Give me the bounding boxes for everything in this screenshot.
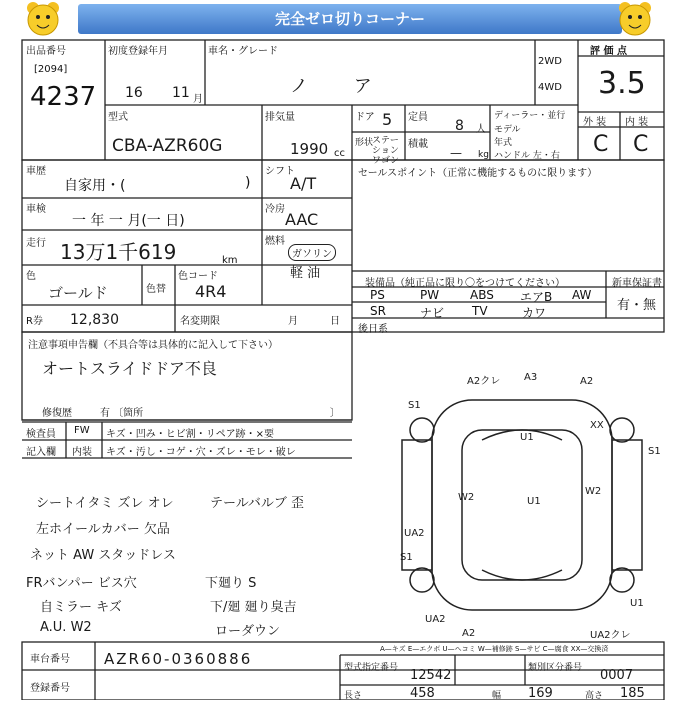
remark-left-6: A.U. W2 xyxy=(40,620,92,635)
drive-4wd[interactable]: 4WD xyxy=(538,82,562,93)
color-value: ゴールド xyxy=(48,284,108,302)
name-change-label: 名変期限 xyxy=(180,316,220,327)
doors-value: 5 xyxy=(382,110,393,129)
first-reg-label: 初度登録年月 xyxy=(108,46,168,57)
mileage-value: 13万1千619 xyxy=(60,240,177,264)
remark-left-5: 自ミラー キズ xyxy=(40,600,122,615)
mark-12: S1 xyxy=(400,552,413,563)
remark-left-1: シートイタミ ズレ オレ xyxy=(36,496,174,511)
height-label: 高さ xyxy=(585,691,604,701)
entry-label: 記入欄 xyxy=(26,447,56,458)
aftermarket-label: 後日系 xyxy=(358,324,388,335)
remark-left-3: ネット AW スタッドレス xyxy=(30,548,176,563)
fuel-diesel[interactable]: 軽 油 xyxy=(290,266,321,281)
length-label: 長さ xyxy=(344,691,363,701)
remark-right-1: テールバルブ 歪 xyxy=(210,496,304,511)
length-value: 458 xyxy=(410,686,435,701)
ext-label: 外 装 xyxy=(583,117,607,128)
mileage-label: 走行 xyxy=(26,238,46,249)
check-row2: キズ・汚し・コゲ・穴・ズレ・モレ・破レ xyxy=(106,447,296,458)
color-code-value: 4R4 xyxy=(195,282,227,301)
repair-label: 修復歴 xyxy=(42,408,72,419)
class-value: 0007 xyxy=(600,668,634,683)
drive-2wd[interactable]: 2WD xyxy=(538,56,562,67)
color-changed-label: 色替 xyxy=(146,284,166,295)
load-unit: kg xyxy=(478,150,489,160)
repair-value: 有 〔箇所 xyxy=(100,408,144,419)
displacement-unit: cc xyxy=(334,148,345,159)
inspector-label: 検査員 xyxy=(26,429,56,440)
equip-sr[interactable]: SR xyxy=(370,304,386,318)
history-value: 自家用・( xyxy=(64,178,126,194)
ext-grade: C xyxy=(593,132,609,157)
lot-number: 4237 xyxy=(30,82,97,112)
shift-label: シフト xyxy=(265,166,295,177)
rating-value: 3.5 xyxy=(598,66,646,101)
width-label: 幅 xyxy=(492,691,502,701)
ac-label: 冷房 xyxy=(265,204,285,215)
mark-13: UA2 xyxy=(425,614,446,625)
class-label: 類別区分番号 xyxy=(528,663,583,673)
handle-label: ハンドル 左・右 xyxy=(494,151,560,161)
registration-label: 登録番号 xyxy=(30,683,70,694)
check-row1-label: FW xyxy=(74,425,90,436)
type-designation-label: 型式指定番号 xyxy=(344,663,399,673)
history-label: 車歴 xyxy=(26,166,46,177)
mark-3: A2 xyxy=(580,376,594,387)
remark-right-6: ローダウン xyxy=(215,624,281,639)
model-value: CBA-AZR60G xyxy=(112,136,223,156)
equip-pw[interactable]: PW xyxy=(420,288,440,302)
fuel-gasoline[interactable]: ガソリン xyxy=(288,244,336,261)
shape-label: 形状 xyxy=(355,138,374,148)
chassis-value: AZR60-0360886 xyxy=(104,650,253,668)
rating-label: 評 価 点 xyxy=(590,46,627,57)
mark-5: S1 xyxy=(408,400,421,411)
page-title: 完全ゼロ切りコーナー xyxy=(78,4,622,34)
capacity-value: 8 xyxy=(455,118,464,134)
capacity-unit: 人 xyxy=(476,124,486,135)
car-name-value: ノ ア xyxy=(290,76,392,97)
displacement-label: 排気量 xyxy=(265,112,295,123)
recycle-value: 12,830 xyxy=(70,312,119,328)
lot-label: 出品番号 xyxy=(26,46,66,57)
recycle-label: R券 xyxy=(26,316,43,327)
equip-abs[interactable]: ABS xyxy=(470,288,494,302)
load-label: 積載 xyxy=(408,139,428,150)
inspection-label: 車検 xyxy=(26,204,46,215)
model-label: 型式 xyxy=(108,112,128,123)
shift-value: A/T xyxy=(290,174,317,193)
load-value: — xyxy=(450,146,462,160)
mark-8: W2 xyxy=(458,492,475,503)
equip-leather[interactable]: カワ xyxy=(522,306,547,320)
shape-value: ステーション ワゴン xyxy=(372,136,400,166)
check-row1: キズ・凹み・ヒビ割・リペア跡・×要 xyxy=(106,429,274,440)
remark-left-4: FRバンパー ビス穴 xyxy=(26,576,137,591)
chassis-label: 車台番号 xyxy=(30,654,70,665)
inspection-value: 一 年 一 月(一 日) xyxy=(72,213,185,229)
mark-16: UA2クレ xyxy=(590,630,631,641)
equip-airbag[interactable]: エアB xyxy=(520,290,553,304)
damage-legend: A—キズ E—エクボ U—ヘコミ W—補修跡 S—サビ C—腐食 XX—交換済 xyxy=(380,645,609,653)
mark-9: U1 xyxy=(527,496,541,507)
first-reg-month-unit: 月 xyxy=(193,94,203,105)
doors-label: ドア xyxy=(355,112,375,123)
mark-10: W2 xyxy=(585,486,602,497)
capacity-label: 定員 xyxy=(408,112,428,123)
equip-aw[interactable]: AW xyxy=(572,288,592,302)
remark-right-5: 下/廻 廻り臭吉 xyxy=(210,600,297,615)
repair-close: 〕 xyxy=(330,408,340,419)
equipment-label: 装備品（純正品に限り〇をつけてください） xyxy=(365,278,565,289)
dealer-label: ディーラー・並行 xyxy=(494,111,566,121)
width-value: 169 xyxy=(528,686,553,701)
mark-6: XX xyxy=(590,420,604,431)
int-label: 内 装 xyxy=(625,117,649,128)
mark-4: U1 xyxy=(520,432,534,443)
color-label: 色 xyxy=(26,271,36,282)
type-designation-value: 12542 xyxy=(410,668,452,683)
model-year-label: モデル xyxy=(494,125,521,135)
mark-11: UA2 xyxy=(404,528,425,539)
height-value: 185 xyxy=(620,686,645,701)
warranty-value[interactable]: 有・無 xyxy=(617,298,657,313)
check-row2-label: 内装 xyxy=(72,447,92,458)
equip-navi[interactable]: ナビ xyxy=(420,306,445,320)
mileage-unit: km xyxy=(222,255,238,266)
mark-1: A2クレ xyxy=(467,376,501,387)
remark-right-4: 下廻り S xyxy=(205,576,257,591)
equip-ps[interactable]: PS xyxy=(370,288,385,302)
mark-14: U1 xyxy=(630,598,644,609)
first-reg-year: 16 xyxy=(125,85,143,101)
remark-left-2: 左ホイールカバー 欠品 xyxy=(36,522,170,537)
ac-value: AAC xyxy=(285,210,319,229)
mark-7: S1 xyxy=(648,446,661,457)
notes-value: オートスライドドア不良 xyxy=(42,359,217,378)
mark-15: A2 xyxy=(462,628,476,639)
lot-sub: [2094] xyxy=(34,64,68,75)
displacement-value: 1990 xyxy=(290,140,329,158)
warranty-label: 新車保証書 xyxy=(612,278,662,289)
name-change-day: 日 xyxy=(330,316,340,327)
first-reg-month: 11 xyxy=(172,85,190,101)
fuel-label: 燃料 xyxy=(265,236,285,247)
int-grade: C xyxy=(633,132,649,157)
history-close: ) xyxy=(245,175,251,191)
car-name-label: 車名・グレード xyxy=(208,46,278,57)
name-change-month: 月 xyxy=(288,316,298,327)
mark-2: A3 xyxy=(524,372,538,383)
color-code-label: 色コード xyxy=(178,271,218,282)
year-label: 年式 xyxy=(494,138,513,148)
notes-label: 注意事項申告欄（不具合等は具体的に記入して下さい） xyxy=(28,340,278,351)
equip-tv[interactable]: TV xyxy=(472,304,488,318)
sales-point-label: セールスポイント（正常に機能するものに限ります） xyxy=(358,168,598,179)
